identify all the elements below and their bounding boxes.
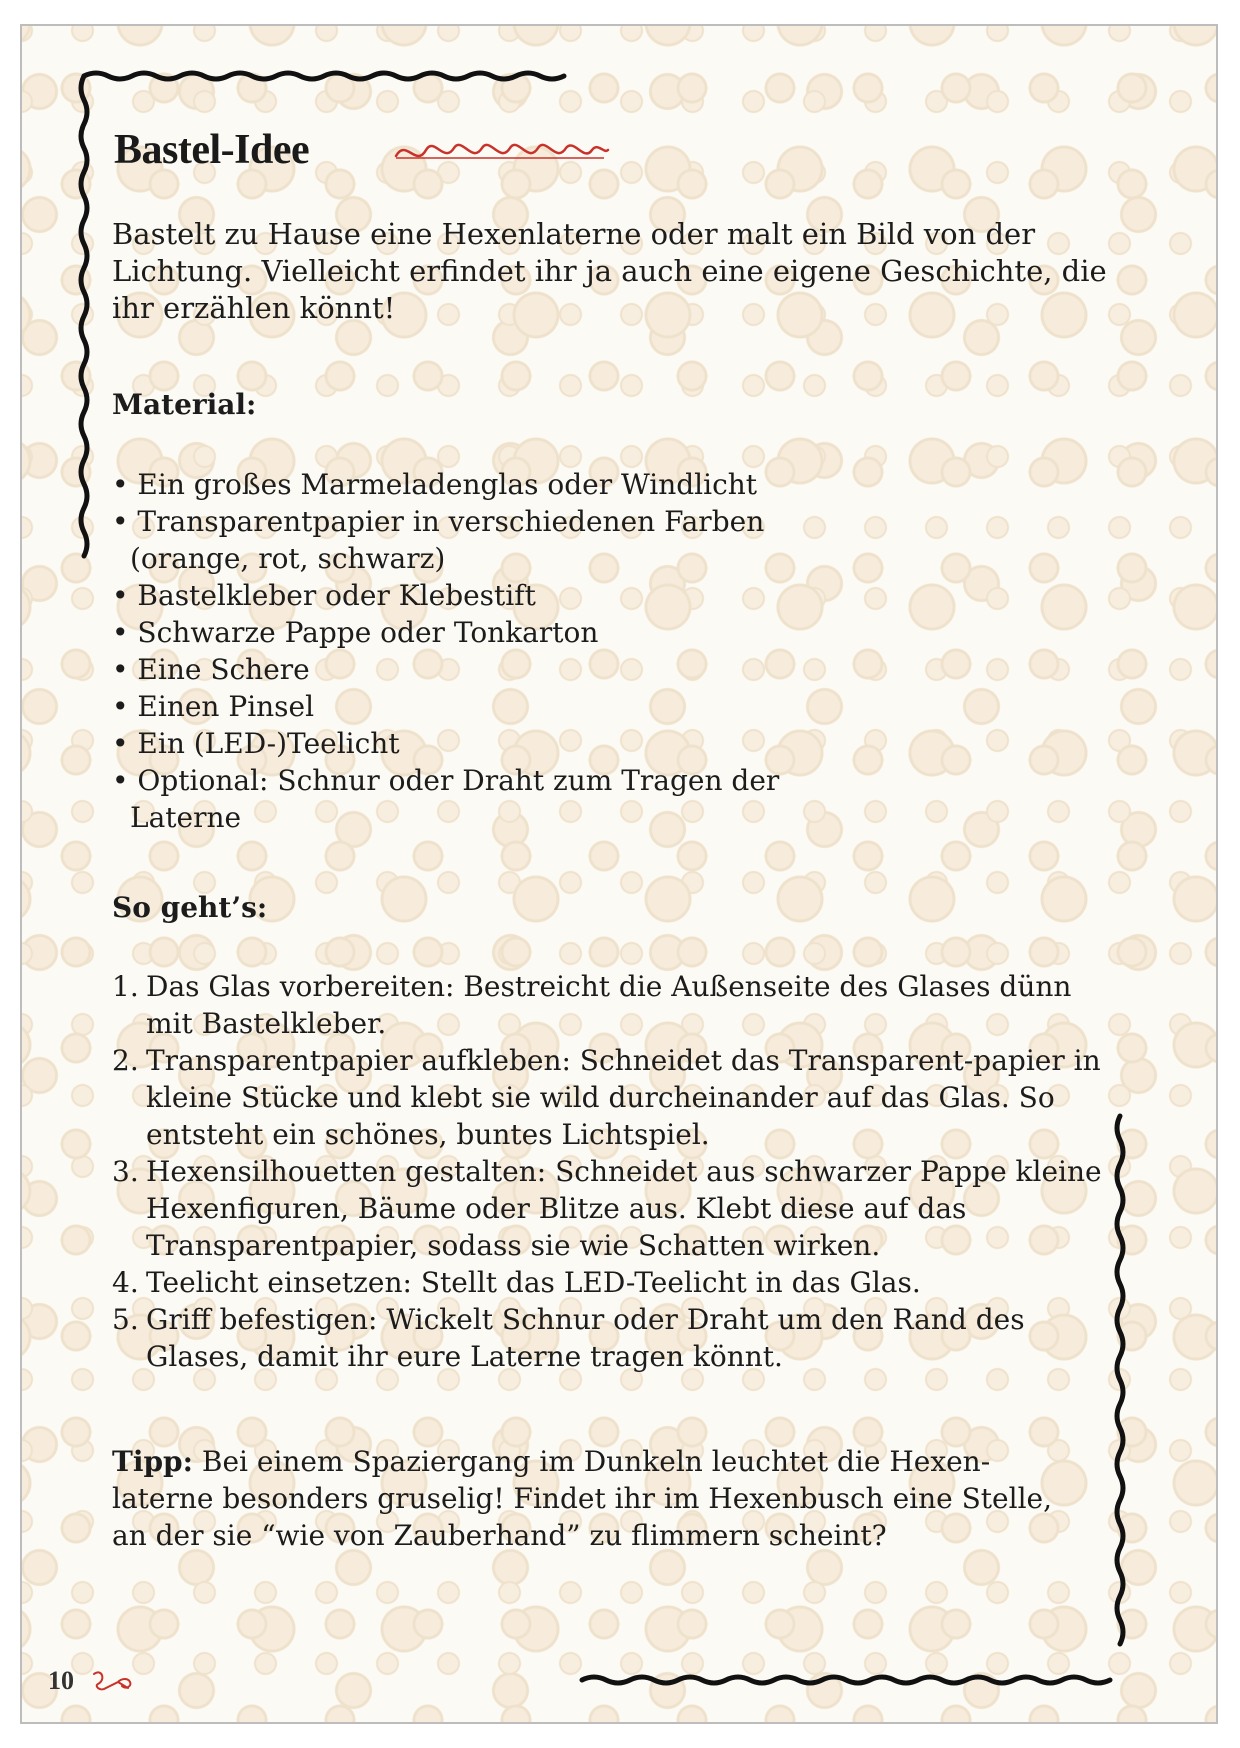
step-number: 5. <box>112 1303 139 1336</box>
list-item: • Ein großes Marmeladenglas oder Windlicht <box>112 466 830 503</box>
page-number: 10 <box>48 1666 74 1695</box>
red-flourish-icon <box>392 128 612 174</box>
list-item: • Bastelkleber oder Klebestift <box>112 577 830 614</box>
page-title: Bastel-Idee <box>114 127 310 173</box>
list-item: • Schwarze Pappe oder Tonkarton <box>112 614 830 651</box>
booklet-page <box>20 24 1218 1724</box>
frame-bottom-right-wave <box>582 1677 1110 1683</box>
step-text: Griff befestigen: Wickelt Schnur oder Draht um den Rand des Glases, damit ihr eure Laterne tragen könnt. <box>146 1303 1025 1373</box>
step-item <box>112 1301 1126 1375</box>
list-item: • Eine Schere <box>112 651 830 688</box>
list-item: • Optional: Schnur oder Draht zum Tragen der Laterne <box>112 762 830 836</box>
tip-label: Tipp: <box>112 1445 193 1478</box>
step-text: Das Glas vorbereiten: Bestreicht die Außenseite des Glases dünn mit Bastelkleber. <box>146 970 1072 1040</box>
list-item: • Einen Pinsel <box>112 688 830 725</box>
intro-paragraph: Bastelt zu Hause eine Hexenlaterne oder malt ein Bild von der Lichtung. Vielleicht erfindet ihr ja auch eine eigene Geschichte, die ihr erzählen könnt! <box>112 217 1107 325</box>
step-number: 3. <box>112 1155 139 1188</box>
step-item <box>112 1153 1126 1264</box>
steps-list <box>112 968 1126 1375</box>
step-number: 2. <box>112 1044 139 1077</box>
step-text: Hexensilhouetten gestalten: Schneidet aus schwarzer Pappe kleine Hexenfiguren, Bäume oder Blitze aus. Klebt diese auf das Transparentpapier, sodass sie wie Schatten wirken. <box>146 1155 1102 1262</box>
step-number: 1. <box>112 970 139 1003</box>
step-number: 4. <box>112 1266 139 1299</box>
frame-top-left-wave <box>84 73 564 79</box>
frame-left-wave <box>81 76 87 556</box>
step-text: Teelicht einsetzen: Stellt das LED-Teelicht in das Glas. <box>146 1266 921 1299</box>
list-item: • Transparentpapier in verschiedenen Farben (orange, rot, schwarz) <box>112 503 830 577</box>
materials-list <box>112 466 830 836</box>
tip-paragraph <box>112 1443 1072 1554</box>
step-item <box>112 968 1126 1042</box>
step-item <box>112 1264 1126 1301</box>
step-text: Transparentpapier aufkleben: Schneidet das Transparent-papier in kleine Stücke und klebt sie wild durcheinander auf das Glas. So entsteht ein schönes, buntes Lichtspiel. <box>146 1044 1101 1151</box>
materials-heading: Material: <box>112 388 257 421</box>
step-item <box>112 1042 1126 1153</box>
steps-heading: So geht’s: <box>112 891 268 924</box>
list-item: • Ein (LED-)Teelicht <box>112 725 830 762</box>
tip-text: Bei einem Spaziergang im Dunkeln leuchtet die Hexen-laterne besonders gruselig! Findet ihr im Hexenbusch eine Stelle, an der sie “wie von Zauberhand” zu flimmern scheint? <box>112 1445 1053 1552</box>
page-flourish-icon <box>90 1666 136 1696</box>
